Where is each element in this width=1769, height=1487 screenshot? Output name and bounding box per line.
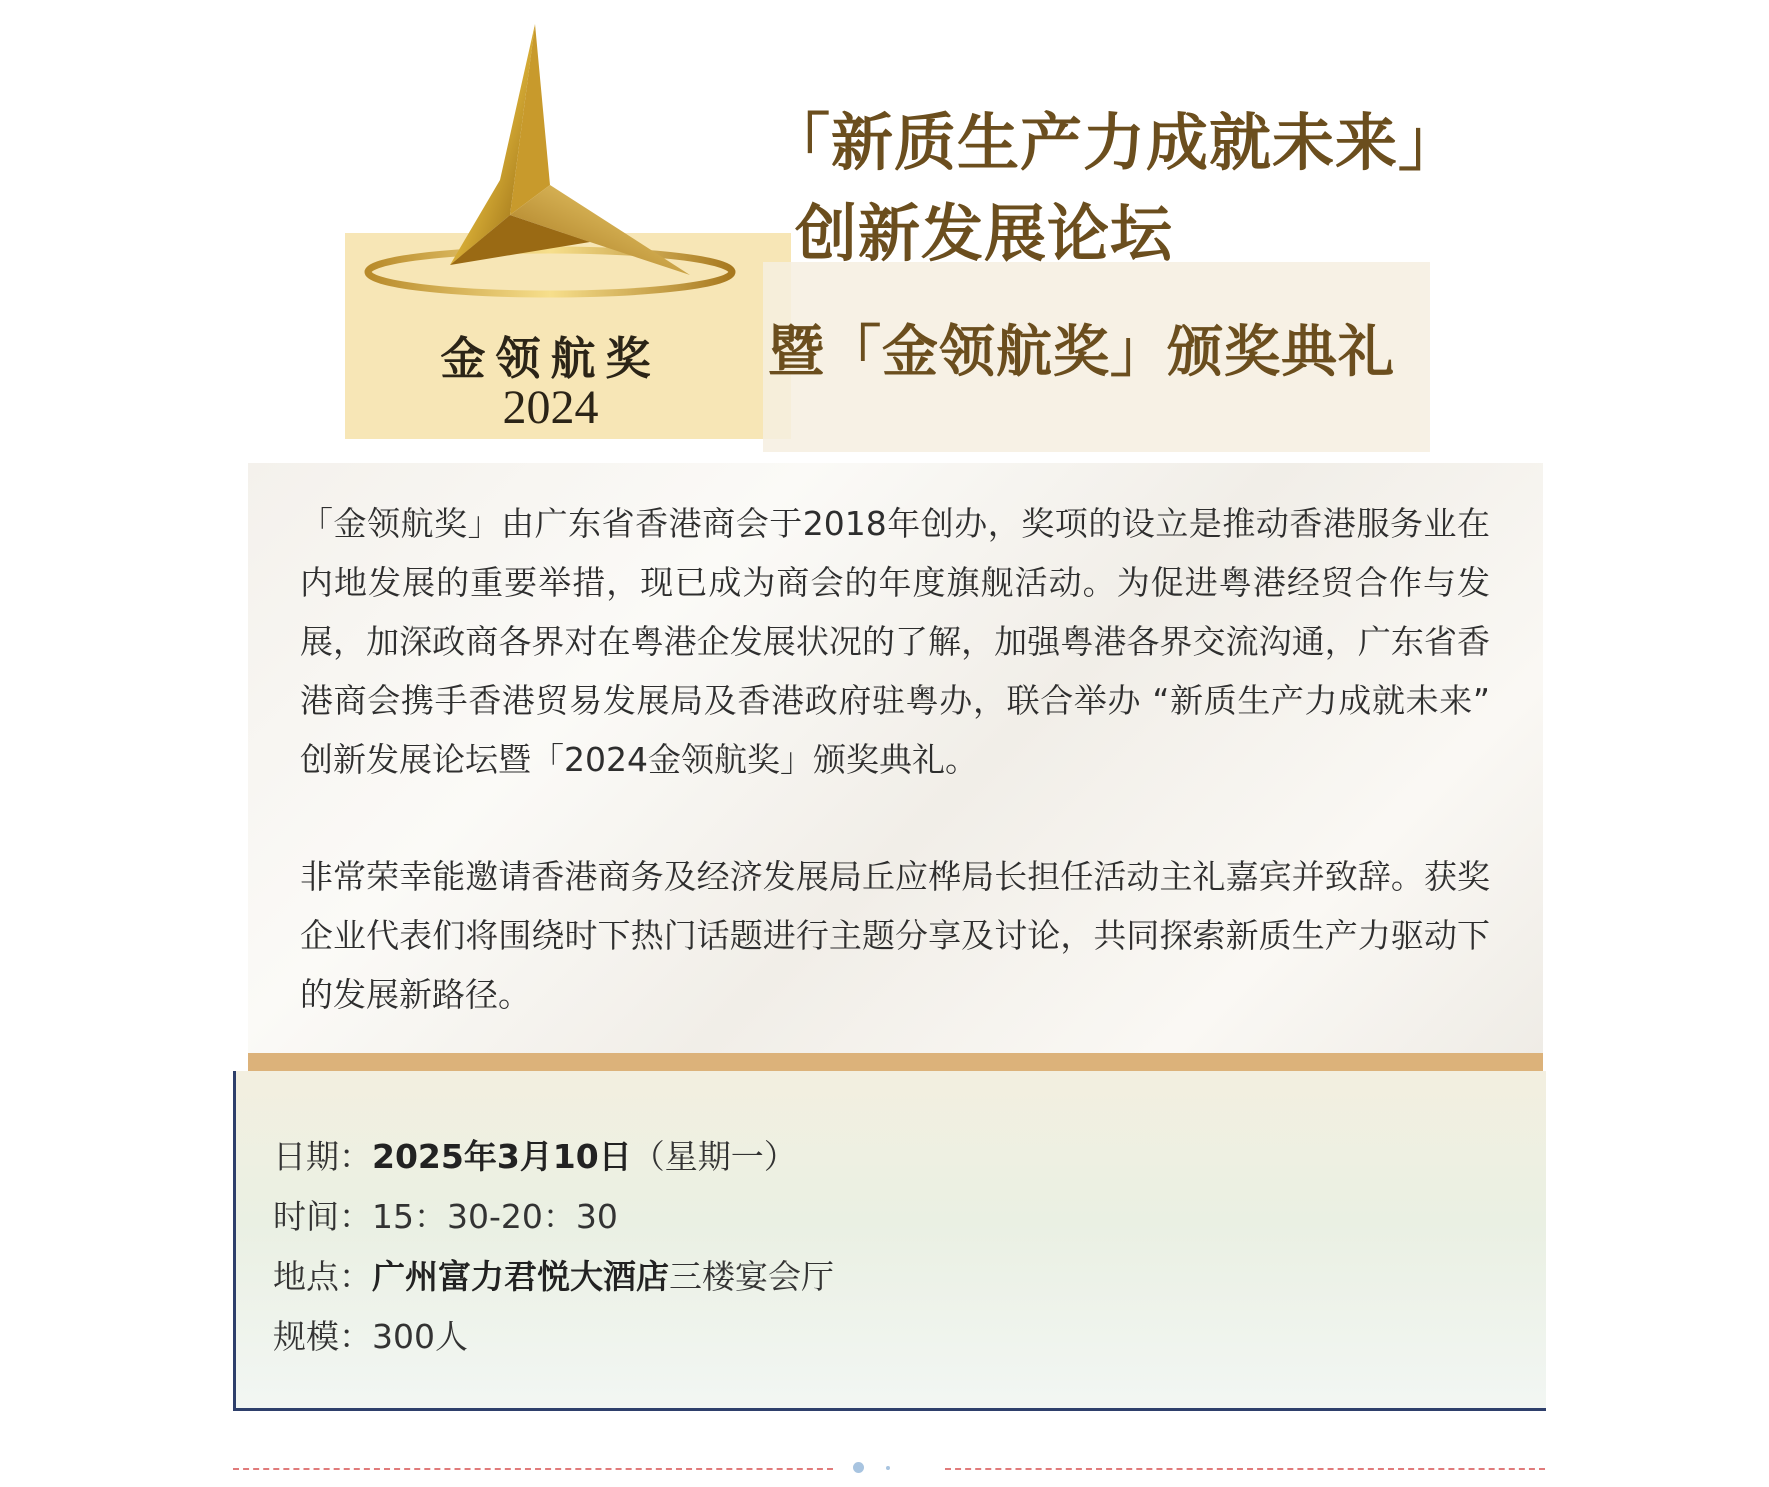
scale-value: 300人 (372, 1317, 468, 1356)
date-weekday: （星期一） (631, 1137, 797, 1176)
time-row (273, 1191, 618, 1238)
venue-value: 广州富力君悦大酒店 (372, 1257, 669, 1296)
intro-paragraph-2: 非常荣幸能邀请香港商务及经济发展局丘应桦局长担任活动主礼嘉宾并致辞。获奖企业代表们将围绕时下热门话题进行主题分享及讨论，共同探索新质生产力驱动下的发展新路径。 (300, 857, 1490, 1014)
divider-left (233, 1468, 833, 1470)
intro-paragraph-1: 「金领航奖」由广东省香港商会于2018年创办，奖项的设立是推动香港服务业在内地发展的重要举措，现已成为商会的年度旗舰活动。为促进粤港经贸合作与发展，加深政商各界对在粤港企发展状况的了解，加强粤港各界交流沟通，广东省香港商会携手香港贸易发展局及香港政府驻粤办，联合举办 “新质生产力成就未来” 创新发展论坛暨「2024金领航奖」颁奖典礼。 (300, 504, 1490, 779)
date-label: 日期： (273, 1137, 372, 1176)
divider-right (945, 1468, 1545, 1470)
venue-room: 三楼宴会厅 (669, 1257, 834, 1296)
event-details-panel (233, 1071, 1546, 1411)
headline-line-1: 「新质生产力成就未来」 (768, 106, 1462, 179)
award-name: 金领航奖 (440, 332, 661, 385)
divider-dot (853, 1462, 864, 1473)
divider-dot-small (886, 1466, 890, 1470)
venue-row (273, 1251, 834, 1298)
time-value: 15：30-20：30 (372, 1197, 618, 1236)
headline-line-2: 创新发展论坛 (795, 197, 1174, 270)
award-year: 2024 (502, 381, 599, 434)
scale-label: 规模： (273, 1317, 372, 1356)
venue-label: 地点： (273, 1257, 372, 1296)
scale-row (273, 1311, 468, 1358)
golden-star-trophy-icon (360, 20, 740, 310)
date-value: 2025年3月10日 (372, 1137, 632, 1176)
time-label: 时间： (273, 1197, 372, 1236)
date-row (273, 1131, 797, 1178)
accent-bar (248, 1053, 1543, 1071)
headline-line-3: 暨「金领航奖」颁奖典礼 (768, 320, 1395, 385)
